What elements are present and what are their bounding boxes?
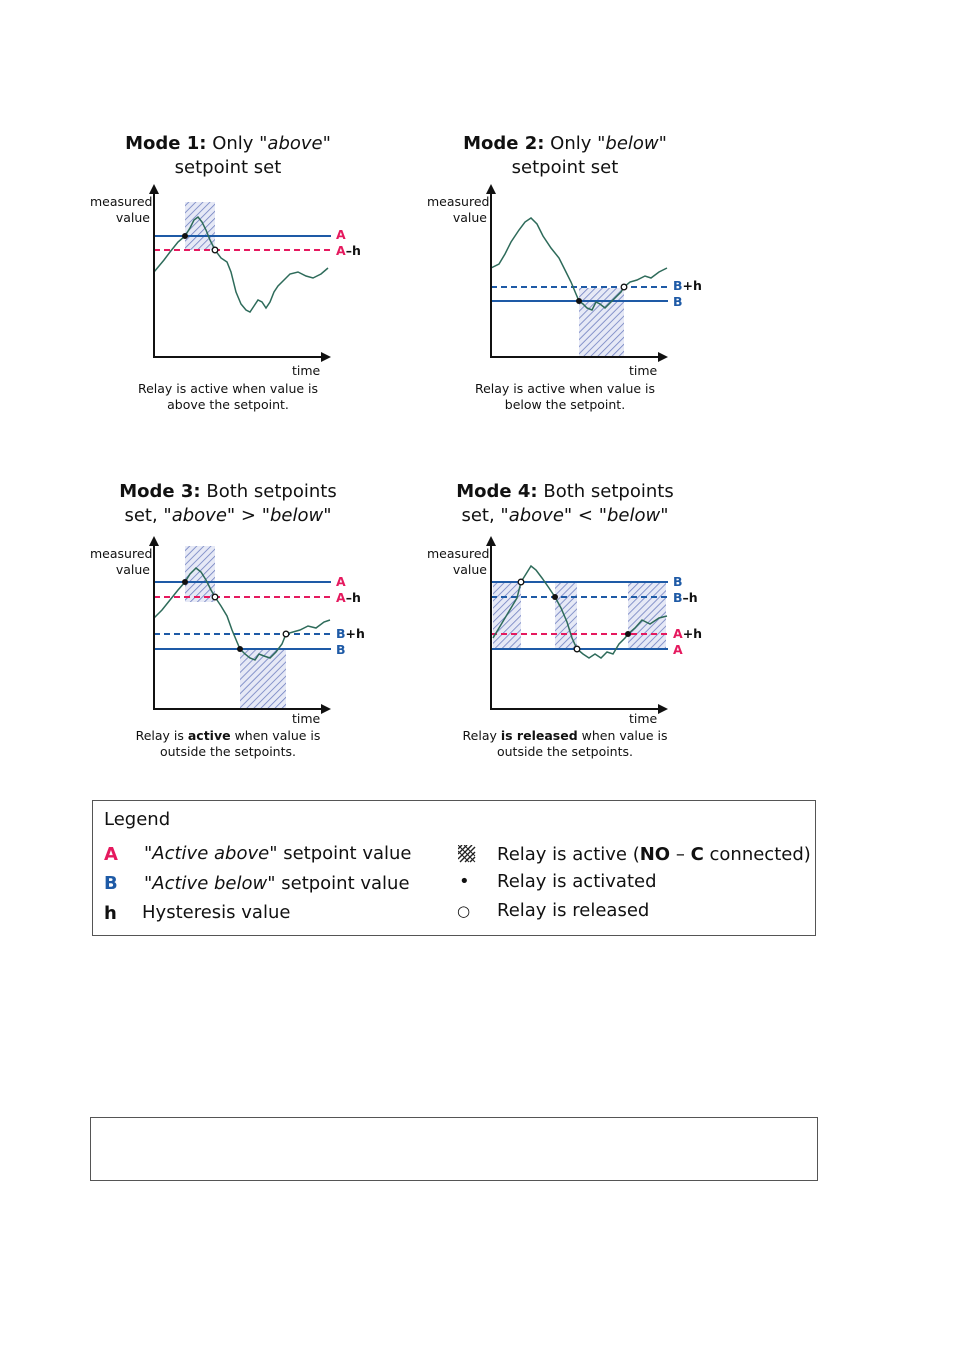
label-A: A [336, 227, 346, 242]
legend-activated-text: Relay is activated [497, 871, 657, 892]
label-A: A [673, 642, 683, 657]
relay-activated-dot [625, 631, 631, 637]
mode4-title: Mode 4: Both setpoints set, "above" < "below" [456, 481, 674, 526]
legend-h-symbol: h [104, 903, 117, 924]
mode3-title: Mode 3: Both setpoints set, "above" > "below" [119, 481, 337, 526]
active-hatch-region [185, 202, 215, 250]
x-axis-label: time [629, 711, 658, 726]
active-hatch-region [240, 650, 286, 709]
x-axis-label: time [629, 363, 658, 378]
label-B-minus-h: B–h [673, 590, 698, 605]
legend-active-text: Relay is active (NO – C connected) [497, 844, 811, 865]
y-axis-label: measured value [90, 546, 153, 577]
x-axis-label: time [292, 711, 321, 726]
legend-b-text: "Active below" setpoint value [144, 873, 410, 894]
active-hatch-region [555, 582, 577, 649]
mode2-caption: Relay is active when value is below the setpoint. [474, 381, 656, 412]
legend-a-symbol: A [104, 844, 118, 865]
mode3-panel [88, 480, 388, 780]
empty-note-box [90, 1117, 818, 1181]
relay-released-dot [212, 594, 218, 600]
mode4-panel [425, 480, 725, 780]
relay-released-dot [574, 646, 580, 652]
legend-released-text: Relay is released [497, 900, 650, 921]
relay-released-dot [212, 247, 218, 253]
relay-released-dot [518, 579, 524, 585]
legend-box [92, 800, 816, 936]
legend-h-text: Hysteresis value [142, 902, 291, 923]
y-axis-label: measured value [427, 546, 490, 577]
mode3-caption: Relay is active when value is outside the setpoints. [135, 728, 321, 759]
label-B: B [673, 574, 683, 589]
y-axis-arrow [486, 184, 496, 194]
y-axis-label: measured value [427, 194, 490, 225]
label-B-plus-h: B+h [673, 278, 702, 293]
label-A: A [336, 574, 346, 589]
hollow-dot-icon: ○ [457, 902, 471, 920]
active-hatch-region [628, 582, 666, 649]
hatch-icon [458, 845, 476, 863]
x-axis-arrow [321, 352, 331, 362]
label-A-plus-h: A+h [673, 626, 703, 641]
label-B: B [336, 642, 346, 657]
x-axis-arrow [658, 704, 668, 714]
y-axis-label: measured value [90, 194, 153, 225]
relay-activated-dot [552, 594, 558, 600]
mode1-title: Mode 1: Only "above" setpoint set [125, 133, 331, 178]
relay-activated-dot [237, 646, 243, 652]
y-axis-arrow [149, 184, 159, 194]
mode2-panel [425, 132, 725, 432]
legend-a-text: "Active above" setpoint value [144, 843, 412, 864]
label-B: B [673, 294, 683, 309]
label-A-minus-h: A–h [336, 590, 361, 605]
x-axis-arrow [658, 352, 668, 362]
label-A-minus-h: A–h [336, 243, 361, 258]
x-axis-label: time [292, 363, 321, 378]
legend-b-symbol: B [104, 873, 118, 894]
mode2-title: Mode 2: Only "below" setpoint set [463, 133, 667, 178]
label-B-plus-h: B+h [336, 626, 365, 641]
y-axis-arrow [149, 536, 159, 546]
filled-dot-icon: • [459, 871, 470, 892]
legend-title: Legend [104, 809, 171, 830]
mode1-panel [88, 132, 388, 432]
mode1-caption: Relay is active when value is above the setpoint. [137, 381, 319, 412]
mode4-caption: Relay is released when value is outside the setpoints. [462, 728, 668, 759]
x-axis-arrow [321, 704, 331, 714]
relay-released-dot [621, 284, 627, 290]
active-hatch-region [579, 288, 624, 357]
relay-released-dot [283, 631, 289, 637]
measured-value-curve [154, 217, 328, 312]
y-axis-arrow [486, 536, 496, 546]
relay-activated-dot [182, 233, 188, 239]
mode1-plot [88, 182, 388, 382]
relay-activated-dot [576, 298, 582, 304]
relay-activated-dot [182, 579, 188, 585]
